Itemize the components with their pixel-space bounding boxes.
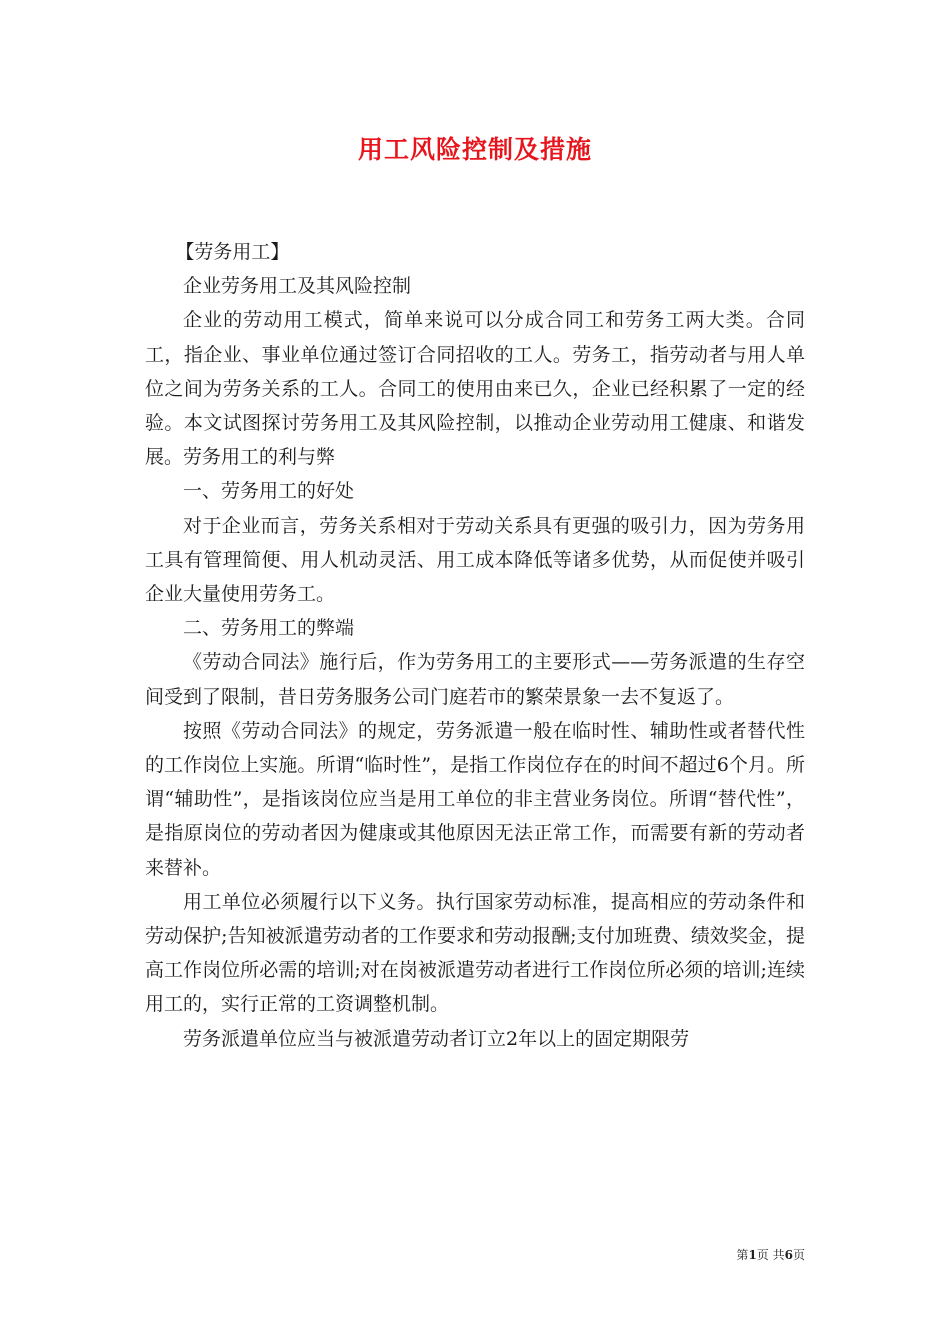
footer-middle: 页 共 [756,1248,785,1262]
document-title: 用工风险控制及措施 [357,135,592,164]
footer-prefix: 第 [736,1248,749,1262]
paragraph-heading-benefits: 一、劳务用工的好处 [183,480,355,503]
paragraph-heading-drawbacks: 二、劳务用工的弊端 [183,617,355,640]
paragraph-labor-law: 《劳动合同法》施行后，作为劳务用工的主要形式——劳务派遣的生存空间受到了限制，昔日劳务服务公司门庭若市的繁荣景象一去不复返了。 [145,651,805,708]
paragraph-subtitle: 企业劳务用工及其风险控制 [183,275,412,298]
paragraph-dispatch-contract: 劳务派遣单位应当与被派遣劳动者订立2年以上的固定期限劳 [183,1027,690,1050]
paragraph-section-tag: 【劳务用工】 [175,241,290,263]
footer-total-pages: 6 [784,1248,793,1262]
page-footer [736,1246,805,1263]
footer-page-number: 1 [748,1248,757,1262]
paragraph-dispatch-rules: 按照《劳动合同法》的规定，劳务派遣一般在临时性、辅助性或者替代性的工作岗位上实施。所谓“临时性”，是指工作岗位存在的时间不超过6个月。所谓“辅助性”，是指该岗位应当是用工单位的非主营业务岗位。所谓“替代性”，是指原岗位的劳动者因为健康或其他原因无法正常工作，而需要有新的劳动者来替补。 [145,719,805,879]
paragraph-intro: 企业的劳动用工模式，简单来说可以分成合同工和劳务工两大类。合同工，指企业、事业单位通过签订合同招收的工人。劳务工，指劳动者与用人单位之间为劳务关系的工人。合同工的使用由来已久，企业已经积累了一定的经验。本文试图探讨劳务用工及其风险控制，以推动企业劳动用工健康、和谐发展。劳务用工的利与弊 [145,309,805,469]
paragraph-benefits: 对于企业而言，劳务关系相对于劳动关系具有更强的吸引力，因为劳务用工具有管理简便、用人机动灵活、用工成本降低等诸多优势，从而促使并吸引企业大量使用劳务工。 [145,514,805,606]
paragraph-employer-duties: 用工单位必须履行以下义务。执行国家劳动标准，提高相应的劳动条件和劳动保护;告知被派遣劳动者的工作要求和劳动报酬;支付加班费、绩效奖金，提高工作岗位所必需的培训;对在岗被派遣劳动者进行工作岗位所必须的培训;连续用工的，实行正常的工资调整机制。 [145,890,805,1016]
document-body [145,235,805,1056]
footer-suffix: 页 [792,1248,805,1262]
